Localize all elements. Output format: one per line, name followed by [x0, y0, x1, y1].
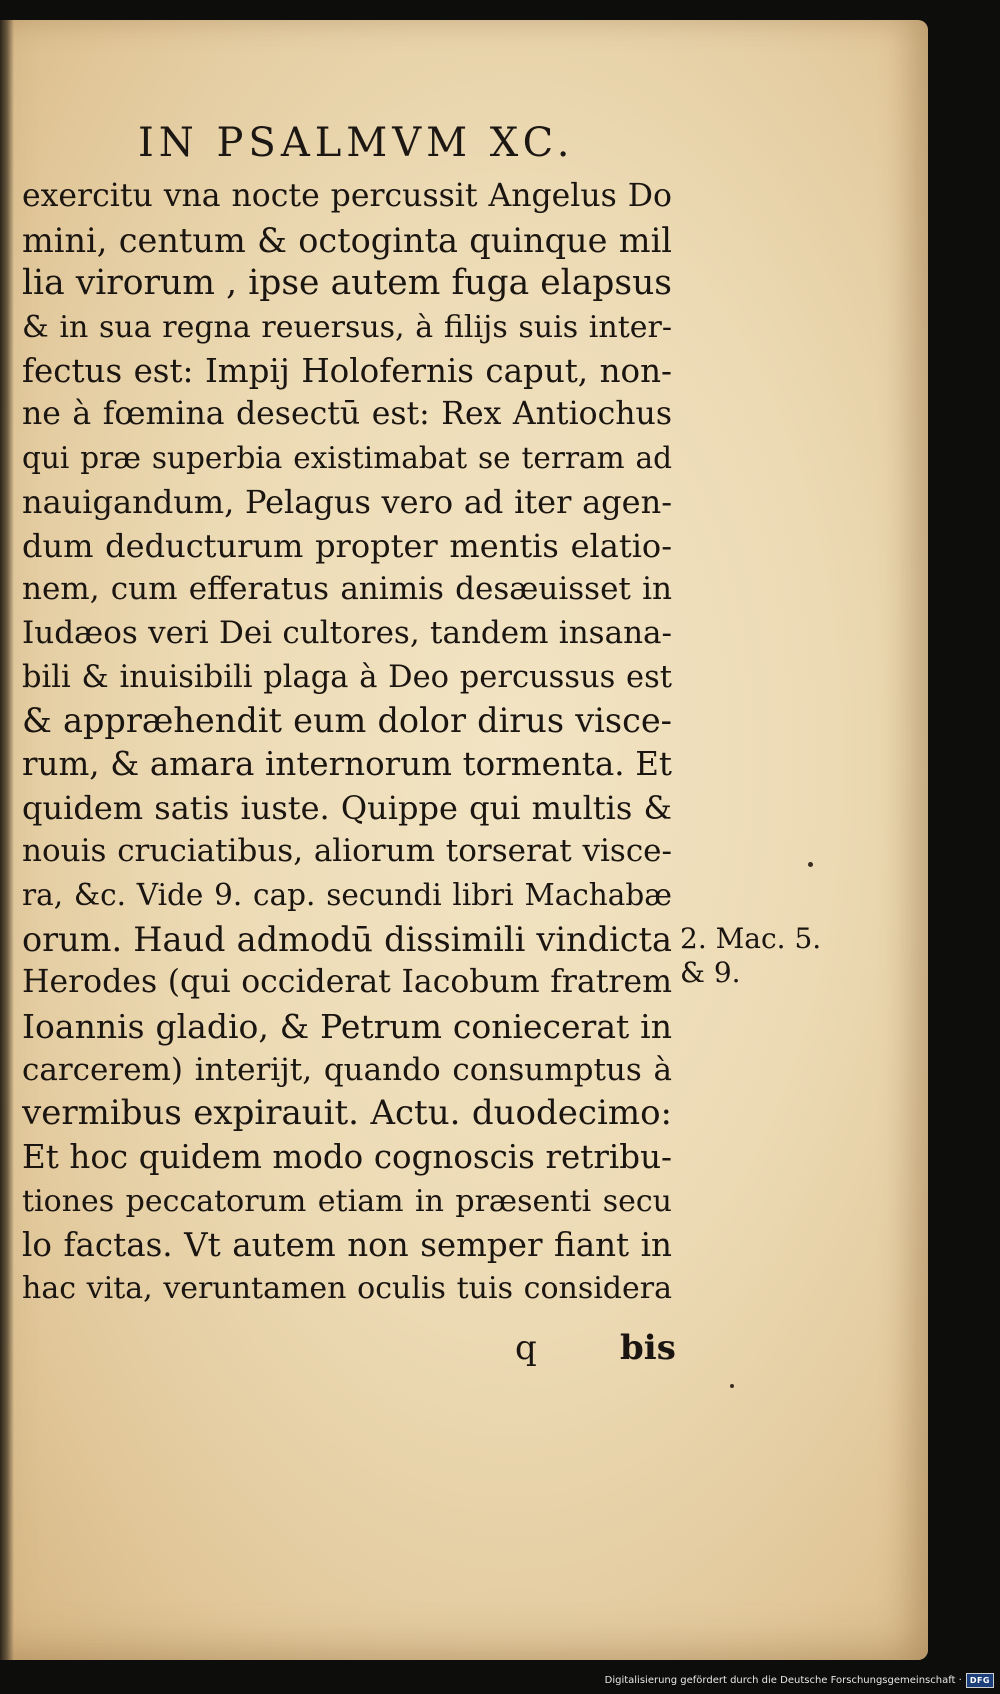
text-line: Ioannis gladio, & Petrum coniecerat in	[22, 1007, 672, 1047]
credit-text: Digitalisierung gefördert durch die Deutsche Forschungsgemeinschaft ·	[604, 1674, 962, 1686]
margin-note	[680, 922, 821, 990]
text-line: bili & inuisibili plaga à Deo percussus est	[22, 659, 672, 695]
text-line: exercitu vna nocte percussit Angelus Do	[22, 178, 672, 214]
text-line: lia virorum , ipse autem fuga elapsus	[22, 263, 672, 304]
digitization-credit	[605, 1670, 994, 1690]
text-line: qui præ superbia existimabat se terram ad	[22, 441, 672, 476]
paper-speck	[808, 862, 813, 867]
catchword: bis	[620, 1328, 676, 1368]
text-line: ra, &c. Vide 9. cap. secundi libri Machabæ	[22, 878, 672, 912]
margin-note-line: 2. Mac. 5.	[680, 922, 822, 955]
text-line: vermibus expirauit. Actu. duodecimo:	[22, 1093, 672, 1134]
text-line: hac vita, veruntamen oculis tuis considera	[22, 1271, 672, 1307]
body-text	[22, 175, 672, 1311]
text-line: nouis cruciatibus, aliorum torserat visce-	[22, 833, 672, 870]
book-page	[0, 20, 928, 1660]
text-line: fectus est: Impij Holofernis caput, non-	[22, 351, 672, 390]
text-line: dum deducturum propter mentis elatio-	[22, 526, 672, 565]
text-line: Et hoc quidem modo cognoscis retribu-	[22, 1138, 672, 1177]
text-line: nauigandum, Pelagus vero ad iter agen-	[22, 482, 672, 521]
text-line: & in sua regna reuersus, à filijs suis inter-	[22, 310, 672, 346]
text-line: rum, & amara internorum tormenta. Et	[22, 744, 672, 783]
text-line: orum. Haud admodū dissimili vindicta	[22, 919, 672, 959]
text-line: quidem satis iuste. Quippe qui multis &	[22, 788, 672, 827]
dfg-logo: DFG	[966, 1673, 994, 1688]
text-line: carcerem) interijt, quando consumptus à	[22, 1051, 672, 1088]
text-line: nem, cum efferatus animis desæuisset in	[22, 571, 672, 608]
text-line: lo factas. Vt autem non semper fiant in	[22, 1225, 672, 1264]
paper-speck	[730, 1384, 734, 1388]
text-line: Iudæos veri Dei cultores, tandem insana-	[22, 614, 672, 651]
running-head: IN PSALMVM XC.	[138, 120, 575, 166]
text-line: mini, centum & octoginta quinque mil	[22, 220, 672, 260]
text-line: & appræhendit eum dolor dirus visce-	[22, 701, 672, 741]
text-line: Herodes (qui occiderat Iacobum fratrem	[22, 964, 672, 1001]
text-line: ne à fœmina desectū est: Rex Antiochus	[22, 396, 672, 433]
signature-mark: q	[515, 1328, 537, 1368]
margin-note-line: & 9.	[680, 956, 741, 989]
text-line: tiones peccatorum etiam in præsenti secu	[22, 1183, 672, 1219]
